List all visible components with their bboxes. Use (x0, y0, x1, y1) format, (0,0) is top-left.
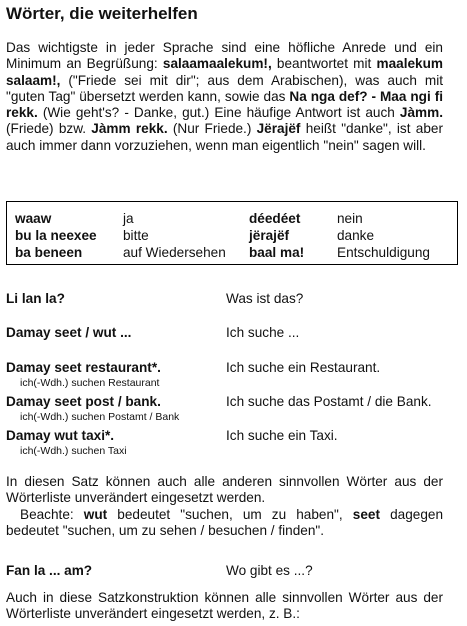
page-title: Wörter, die weiterhelfen (6, 4, 198, 23)
substitution-paragraph: In diesen Satz können auch alle anderen sinnvollen Wörter aus der Wörterliste unverändert eingesetzt werden. (6, 474, 443, 506)
intro-text: (Nur Friede.) (167, 121, 257, 137)
word-gloss: ich(-Wdh.) suchen Taxi (20, 445, 127, 457)
german-word: nein (337, 211, 363, 226)
note-text: bedeutet "suchen, um zu haben", (107, 507, 353, 522)
intro-text: (Wie geht's? - Danke, gut.) Eine häufige Antwort ist auch (37, 105, 400, 121)
wolof-word: baal ma! (249, 245, 305, 260)
wolof-phrase: Damay seet post / bank. (6, 394, 161, 409)
note-term-seet: seet (352, 507, 380, 522)
intro-text: ("Friede sei mit dir"; aus dem Arabischen), was auch mit "guten Tag" übersetzt werden kann, sowie das (6, 72, 443, 104)
closing-paragraph: Auch in diese Satzkonstruktion können alle sinnvollen Wörter aus der Wörterliste unverändert eingesetzt werden, z. B.: (6, 590, 443, 622)
german-word: auf Wiedersehen (123, 245, 226, 260)
note-paragraph (6, 507, 443, 540)
intro-text: beantwortet mit (271, 56, 377, 72)
intro-text: (Friede) bzw. (6, 121, 92, 137)
wolof-word: ba beneen (15, 245, 83, 260)
thanks-term: Jërajëf (256, 121, 301, 137)
intro-paragraph (6, 40, 443, 154)
wolof-phrase: Fan la ... am? (6, 563, 93, 578)
peace-term: Jàmm. (399, 105, 443, 121)
how-are-you-term: Na nga def? - Maa ngi fi rekk. (6, 88, 443, 121)
intro-text: heißt "danke", ist aber auch immer dann vorzuziehen, wenn man eigentlich "nein" sagen will. (6, 121, 443, 153)
vocab-row (7, 210, 457, 227)
wolof-phrase: Damay seet restaurant*. (6, 360, 161, 375)
german-word: Entschuldigung (337, 245, 430, 260)
word-gloss: ich(-Wdh.) suchen Postamt / Bank (20, 411, 180, 423)
intro-text: Das wichtigste in jeder Sprache sind eine höfliche Anrede und ein Minimum an Begrüßung: (6, 40, 443, 72)
wolof-word: jërajëf (249, 228, 290, 243)
german-translation: Ich suche ein Restaurant. (226, 360, 381, 375)
word-gloss: ich(-Wdh.) suchen Restaurant (20, 377, 160, 389)
vocabulary-table (6, 201, 458, 265)
wolof-word: waaw (15, 211, 52, 226)
vocab-row (7, 244, 457, 261)
only-peace-term: Jàmm rekk. (91, 121, 168, 137)
german-translation: Ich suche ... (226, 325, 300, 340)
vocab-row (7, 227, 457, 244)
wolof-word: déedéet (249, 211, 301, 226)
note-text: Beachte: (20, 507, 84, 522)
german-word: bitte (123, 228, 149, 243)
german-word: danke (337, 228, 375, 243)
german-translation: Ich suche das Postamt / die Bank. (226, 394, 432, 409)
wolof-phrase: Damay wut taxi*. (6, 428, 115, 443)
note-text: dagegen bedeutet "suchen, um zu sehen / besuchen / finden". (6, 507, 444, 539)
greeting-term: salaamaalekum!, (162, 56, 272, 72)
german-translation: Wo gibt es ...? (226, 563, 313, 578)
wolof-phrase: Damay seet / wut ... (6, 325, 132, 340)
german-word: ja (123, 211, 134, 226)
german-translation: Was ist das? (226, 291, 304, 306)
wolof-word: bu la neexee (15, 228, 97, 243)
wolof-phrase: Li lan la? (6, 291, 65, 306)
note-term-wut: wut (83, 507, 108, 522)
greeting-reply-term: maalekum salaam!, (6, 56, 443, 88)
german-translation: Ich suche ein Taxi. (226, 428, 338, 443)
